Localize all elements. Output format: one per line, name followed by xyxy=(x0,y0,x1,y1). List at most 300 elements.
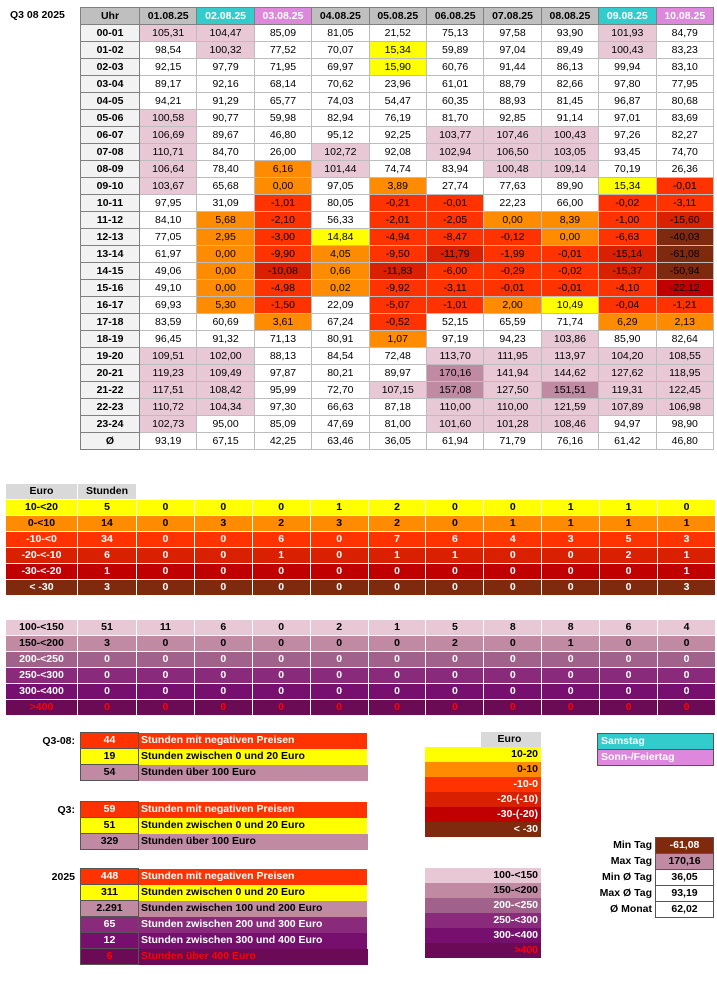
price-cell: 100,48 xyxy=(484,161,541,178)
price-cell: 77,52 xyxy=(254,42,311,59)
count-row xyxy=(6,500,716,516)
price-cell: 92,85 xyxy=(484,110,541,127)
range-count: 0 xyxy=(658,684,716,700)
range-count: 0 xyxy=(368,564,426,580)
range-count: 3 xyxy=(658,532,716,548)
price-cell: 74,70 xyxy=(656,144,713,161)
hour-label: 07-08 xyxy=(81,144,140,161)
legend-item: 150-<200 xyxy=(425,883,541,898)
range-total: 3 xyxy=(78,580,137,596)
range-count: 4 xyxy=(658,620,716,636)
price-cell: 102,94 xyxy=(426,144,483,161)
price-cell: 89,17 xyxy=(140,76,197,93)
price-cell: 101,60 xyxy=(426,416,483,433)
price-cell: 108,42 xyxy=(197,382,254,399)
price-cell: 88,79 xyxy=(484,76,541,93)
range-count: 1 xyxy=(368,548,426,564)
price-cell: 4,05 xyxy=(312,246,369,263)
price-cell: 68,14 xyxy=(254,76,311,93)
range-count: 1 xyxy=(252,548,310,564)
range-count: 0 xyxy=(252,668,310,684)
price-cell: -4,10 xyxy=(599,280,656,297)
price-cell: -0,01 xyxy=(656,178,713,195)
stat-value: 170,16 xyxy=(656,854,714,870)
price-cell: 46,80 xyxy=(656,433,713,450)
price-cell: -0,04 xyxy=(599,297,656,314)
summary-label: Q3: xyxy=(57,804,75,816)
price-cell: 121,59 xyxy=(541,399,598,416)
summary-row xyxy=(81,885,368,901)
range-count: 0 xyxy=(310,652,368,668)
high-count-table xyxy=(5,619,716,716)
blank-cell xyxy=(310,484,368,500)
legend-item: 0-10 xyxy=(425,762,541,777)
price-cell: 101,93 xyxy=(599,25,656,42)
price-cell: 103,67 xyxy=(140,178,197,195)
range-count: 0 xyxy=(484,580,542,596)
range-count: 6 xyxy=(426,532,484,548)
range-count: 0 xyxy=(658,668,716,684)
price-cell: 85,09 xyxy=(254,25,311,42)
range-total: 14 xyxy=(78,516,137,532)
range-count: 0 xyxy=(310,684,368,700)
range-count: 0 xyxy=(252,652,310,668)
price-cell: 93,19 xyxy=(140,433,197,450)
price-cell: 67,15 xyxy=(197,433,254,450)
price-cell: 0,00 xyxy=(197,263,254,280)
hour-label: 09-10 xyxy=(81,178,140,195)
legend-item: 300-<400 xyxy=(425,928,541,943)
price-cell: 84,54 xyxy=(312,348,369,365)
range-count: 0 xyxy=(484,548,542,564)
range-count: 2 xyxy=(310,620,368,636)
price-cell: 100,32 xyxy=(197,42,254,59)
price-cell: 3,89 xyxy=(369,178,426,195)
price-cell: 106,98 xyxy=(656,399,713,416)
price-cell: 107,46 xyxy=(484,127,541,144)
range-count: 0 xyxy=(600,564,658,580)
range-total: 6 xyxy=(78,548,137,564)
price-cell: 0,00 xyxy=(484,212,541,229)
price-cell: 95,99 xyxy=(254,382,311,399)
blank-cell xyxy=(137,484,195,500)
blank-cell xyxy=(600,484,658,500)
price-cell: 49,10 xyxy=(140,280,197,297)
date-header: 03.08.25 xyxy=(254,8,311,25)
price-cell: -15,37 xyxy=(599,263,656,280)
summary-row xyxy=(81,834,368,850)
hour-label: 12-13 xyxy=(81,229,140,246)
price-cell: 66,63 xyxy=(312,399,369,416)
price-cell: 84,10 xyxy=(140,212,197,229)
price-cell: -11,83 xyxy=(369,263,426,280)
price-cell: -61,08 xyxy=(656,246,713,263)
hour-row xyxy=(81,25,714,42)
range-count: 0 xyxy=(137,564,195,580)
price-cell: 98,54 xyxy=(140,42,197,59)
legend-high xyxy=(425,868,541,958)
date-header: 04.08.25 xyxy=(312,8,369,25)
range-count: 0 xyxy=(368,580,426,596)
price-cell: 105,31 xyxy=(140,25,197,42)
price-cell: 107,89 xyxy=(599,399,656,416)
range-count: 0 xyxy=(137,652,195,668)
hour-row xyxy=(81,229,714,246)
range-count: 0 xyxy=(484,668,542,684)
range-count: 0 xyxy=(368,700,426,716)
range-label: < -30 xyxy=(6,580,78,596)
stat-label: Max Ø Tag xyxy=(599,887,652,899)
range-count: 0 xyxy=(137,548,195,564)
hour-row xyxy=(81,127,714,144)
price-cell: 69,97 xyxy=(312,59,369,76)
price-cell: 2,95 xyxy=(197,229,254,246)
blank-cell xyxy=(542,484,600,500)
summary-text: Stunden zwischen 0 und 20 Euro xyxy=(139,818,368,834)
price-cell: 74,03 xyxy=(312,93,369,110)
range-count: 0 xyxy=(310,636,368,652)
range-count: 1 xyxy=(658,564,716,580)
price-cell: 2,13 xyxy=(656,314,713,331)
price-cell: 77,05 xyxy=(140,229,197,246)
price-cell: -0,01 xyxy=(426,195,483,212)
price-cell: 101,28 xyxy=(484,416,541,433)
price-cell: 97,01 xyxy=(599,110,656,127)
range-count: 3 xyxy=(194,516,252,532)
date-header: 01.08.25 xyxy=(140,8,197,25)
price-cell: 103,86 xyxy=(541,331,598,348)
legend-item: 10-20 xyxy=(425,747,541,762)
range-count: 0 xyxy=(542,564,600,580)
stat-label: Max Tag xyxy=(610,855,652,867)
price-cell: 106,50 xyxy=(484,144,541,161)
price-cell: 89,67 xyxy=(197,127,254,144)
range-count: 0 xyxy=(426,700,484,716)
hour-row xyxy=(81,42,714,59)
blank-cell xyxy=(194,484,252,500)
price-cell: 118,95 xyxy=(656,365,713,382)
stat-row xyxy=(590,902,714,918)
price-cell: -4,98 xyxy=(254,280,311,297)
price-cell: -3,00 xyxy=(254,229,311,246)
legend-row xyxy=(425,777,541,792)
price-cell: 83,23 xyxy=(656,42,713,59)
range-count: 0 xyxy=(194,580,252,596)
date-header: 09.08.25 xyxy=(599,8,656,25)
price-cell: 81,70 xyxy=(426,110,483,127)
range-label: -20-<-10 xyxy=(6,548,78,564)
hour-label: 05-06 xyxy=(81,110,140,127)
hour-label: 21-22 xyxy=(81,382,140,399)
price-cell: 89,90 xyxy=(541,178,598,195)
hour-label: 17-18 xyxy=(81,314,140,331)
hour-row xyxy=(81,110,714,127)
price-cell: 82,94 xyxy=(312,110,369,127)
price-cell: 2,00 xyxy=(484,297,541,314)
range-count: 1 xyxy=(542,636,600,652)
range-count: 0 xyxy=(658,652,716,668)
price-cell: 141,94 xyxy=(484,365,541,382)
range-count: 3 xyxy=(542,532,600,548)
range-count: 0 xyxy=(137,532,195,548)
price-cell: 14,84 xyxy=(312,229,369,246)
blank-cell xyxy=(368,484,426,500)
count-row xyxy=(6,700,716,716)
summary-count: 2.291 xyxy=(81,901,139,917)
price-cell: 82,27 xyxy=(656,127,713,144)
stat-value: 62,02 xyxy=(656,902,714,918)
price-cell: -15,14 xyxy=(599,246,656,263)
price-cell: 100,43 xyxy=(541,127,598,144)
price-cell: 110,71 xyxy=(140,144,197,161)
range-total: 0 xyxy=(78,684,137,700)
summary-text: Stunden zwischen 0 und 20 Euro xyxy=(139,749,368,765)
price-cell: -0,02 xyxy=(599,195,656,212)
price-cell: 22,23 xyxy=(484,195,541,212)
range-count: 0 xyxy=(484,636,542,652)
price-cell: 83,59 xyxy=(140,314,197,331)
price-cell: 103,77 xyxy=(426,127,483,144)
price-cell: 113,97 xyxy=(541,348,598,365)
price-cell: -0,01 xyxy=(484,280,541,297)
range-count: 0 xyxy=(252,700,310,716)
hour-label: 03-04 xyxy=(81,76,140,93)
hour-row xyxy=(81,212,714,229)
summary-label: Q3-08: xyxy=(42,735,75,747)
price-cell: -8,47 xyxy=(426,229,483,246)
hour-label: 08-09 xyxy=(81,161,140,178)
legend-item: -10-0 xyxy=(425,777,541,792)
range-total: 0 xyxy=(78,668,137,684)
price-cell: -6,63 xyxy=(599,229,656,246)
legend-header: Euro xyxy=(481,732,541,747)
price-cell: -10,08 xyxy=(254,263,311,280)
range-count: 2 xyxy=(368,500,426,516)
range-count: 0 xyxy=(658,700,716,716)
price-cell: -1,50 xyxy=(254,297,311,314)
price-cell: 60,35 xyxy=(426,93,483,110)
negative-count-table xyxy=(5,483,716,596)
range-count: 5 xyxy=(426,620,484,636)
price-cell: 0,02 xyxy=(312,280,369,297)
hour-row xyxy=(81,314,714,331)
price-cell: -0,01 xyxy=(541,280,598,297)
summary-text: Stunden mit negativen Preisen xyxy=(139,733,368,749)
range-count: 0 xyxy=(194,500,252,516)
range-label: 200-<250 xyxy=(6,652,78,668)
summary-count: 311 xyxy=(81,885,139,901)
summary-row xyxy=(81,949,368,965)
price-cell: 0,00 xyxy=(197,246,254,263)
legend-row xyxy=(425,868,541,883)
range-count: 0 xyxy=(252,684,310,700)
price-cell: 26,00 xyxy=(254,144,311,161)
price-cell: -11,79 xyxy=(426,246,483,263)
summary-row xyxy=(81,917,368,933)
price-cell: 110,00 xyxy=(484,399,541,416)
price-cell: 86,13 xyxy=(541,59,598,76)
range-count: 0 xyxy=(310,700,368,716)
summary-row xyxy=(81,869,368,885)
range-count: 0 xyxy=(194,548,252,564)
range-count: 0 xyxy=(484,700,542,716)
range-count: 2 xyxy=(368,516,426,532)
range-count: 0 xyxy=(542,700,600,716)
price-cell: 90,77 xyxy=(197,110,254,127)
range-count: 11 xyxy=(137,620,195,636)
blank-cell xyxy=(425,732,481,747)
hour-label: 00-01 xyxy=(81,25,140,42)
range-count: 0 xyxy=(194,532,252,548)
summary-row xyxy=(81,749,368,765)
range-label: 150-<200 xyxy=(6,636,78,652)
range-count: 0 xyxy=(484,564,542,580)
summary-text: Stunden zwischen 200 und 300 Euro xyxy=(139,917,368,933)
range-count: 0 xyxy=(600,684,658,700)
price-cell: 94,21 xyxy=(140,93,197,110)
price-cell: 61,94 xyxy=(426,433,483,450)
price-cell: 69,93 xyxy=(140,297,197,314)
price-cell: -3,11 xyxy=(656,195,713,212)
hour-row xyxy=(81,382,714,399)
summary-count: 51 xyxy=(81,818,139,834)
price-cell: 63,46 xyxy=(312,433,369,450)
hour-label: 19-20 xyxy=(81,348,140,365)
price-cell: 81,05 xyxy=(312,25,369,42)
count-row xyxy=(6,684,716,700)
price-cell: -40,03 xyxy=(656,229,713,246)
price-cell: 23,96 xyxy=(369,76,426,93)
hour-label: 20-21 xyxy=(81,365,140,382)
stat-value: -61,08 xyxy=(656,838,714,854)
summary-count: 448 xyxy=(81,869,139,885)
price-cell: 71,13 xyxy=(254,331,311,348)
price-cell: 97,87 xyxy=(254,365,311,382)
range-count: 0 xyxy=(252,500,310,516)
hour-label: 10-11 xyxy=(81,195,140,212)
price-cell: 42,25 xyxy=(254,433,311,450)
range-count: 8 xyxy=(484,620,542,636)
sunday-legend: Sonn-/Feiertag xyxy=(598,750,714,766)
legend-row xyxy=(425,807,541,822)
range-count: 0 xyxy=(310,532,368,548)
stat-value: 93,19 xyxy=(656,886,714,902)
price-cell: 67,24 xyxy=(312,314,369,331)
range-count: 0 xyxy=(484,652,542,668)
summary-count: 329 xyxy=(81,834,139,850)
range-count: 6 xyxy=(252,532,310,548)
count-row xyxy=(6,532,716,548)
range-count: 0 xyxy=(600,668,658,684)
summary-count: 12 xyxy=(81,933,139,949)
range-count: 0 xyxy=(542,652,600,668)
price-cell: -0,12 xyxy=(484,229,541,246)
hour-row xyxy=(81,433,714,450)
stat-label: Ø Monat xyxy=(610,903,652,915)
price-cell: 104,47 xyxy=(197,25,254,42)
price-cell: 76,16 xyxy=(541,433,598,450)
price-cell: 84,70 xyxy=(197,144,254,161)
hour-label: 23-24 xyxy=(81,416,140,433)
hour-row xyxy=(81,161,714,178)
count-row xyxy=(6,636,716,652)
range-count: 0 xyxy=(600,580,658,596)
summary-text: Stunden zwischen 300 und 400 Euro xyxy=(139,933,368,949)
legend-row xyxy=(425,913,541,928)
range-count: 5 xyxy=(600,532,658,548)
count-row xyxy=(6,620,716,636)
price-cell: -0,01 xyxy=(541,246,598,263)
price-cell: 84,79 xyxy=(656,25,713,42)
price-cell: 77,63 xyxy=(484,178,541,195)
hour-row xyxy=(81,348,714,365)
price-cell: -0,29 xyxy=(484,263,541,280)
range-count: 0 xyxy=(426,668,484,684)
summary-row xyxy=(81,802,368,818)
count-header-row xyxy=(6,484,716,500)
hour-row xyxy=(81,280,714,297)
summary-row xyxy=(81,818,368,834)
price-cell: 97,95 xyxy=(140,195,197,212)
price-cell: 99,94 xyxy=(599,59,656,76)
range-total: 51 xyxy=(78,620,137,636)
range-count: 0 xyxy=(368,636,426,652)
price-cell: 102,00 xyxy=(197,348,254,365)
price-cell: 144,62 xyxy=(541,365,598,382)
hour-label: 13-14 xyxy=(81,246,140,263)
price-cell: 110,00 xyxy=(426,399,483,416)
hour-label: Ø xyxy=(81,433,140,450)
summary-count: 44 xyxy=(81,733,139,749)
hour-row xyxy=(81,246,714,263)
summary-text: Stunden mit negativen Preisen xyxy=(139,869,368,885)
price-cell: 15,34 xyxy=(369,42,426,59)
price-cell: 81,45 xyxy=(541,93,598,110)
price-cell: 72,70 xyxy=(312,382,369,399)
price-cell: 83,94 xyxy=(426,161,483,178)
price-cell: 93,45 xyxy=(599,144,656,161)
hour-label: 16-17 xyxy=(81,297,140,314)
price-cell: 89,49 xyxy=(541,42,598,59)
stat-row xyxy=(590,870,714,886)
price-cell: -9,90 xyxy=(254,246,311,263)
price-cell: 83,69 xyxy=(656,110,713,127)
range-total: 34 xyxy=(78,532,137,548)
hour-row xyxy=(81,399,714,416)
legend-item: 200-<250 xyxy=(425,898,541,913)
blank-cell xyxy=(426,484,484,500)
legend-row xyxy=(425,822,541,837)
range-count: 0 xyxy=(658,500,716,516)
legend-item: < -30 xyxy=(425,822,541,837)
price-cell: 151,51 xyxy=(541,382,598,399)
hour-row xyxy=(81,178,714,195)
price-cell: 52,15 xyxy=(426,314,483,331)
price-cell: 61,97 xyxy=(140,246,197,263)
date-header: 06.08.25 xyxy=(426,8,483,25)
range-label: -30-<-20 xyxy=(6,564,78,580)
price-cell: 96,45 xyxy=(140,331,197,348)
range-count: 0 xyxy=(368,668,426,684)
range-count: 6 xyxy=(600,620,658,636)
price-cell: 111,95 xyxy=(484,348,541,365)
range-count: 0 xyxy=(542,580,600,596)
price-cell: 95,00 xyxy=(197,416,254,433)
price-cell: 170,16 xyxy=(426,365,483,382)
range-count: 0 xyxy=(194,636,252,652)
price-cell: 65,68 xyxy=(197,178,254,195)
price-cell: 71,95 xyxy=(254,59,311,76)
